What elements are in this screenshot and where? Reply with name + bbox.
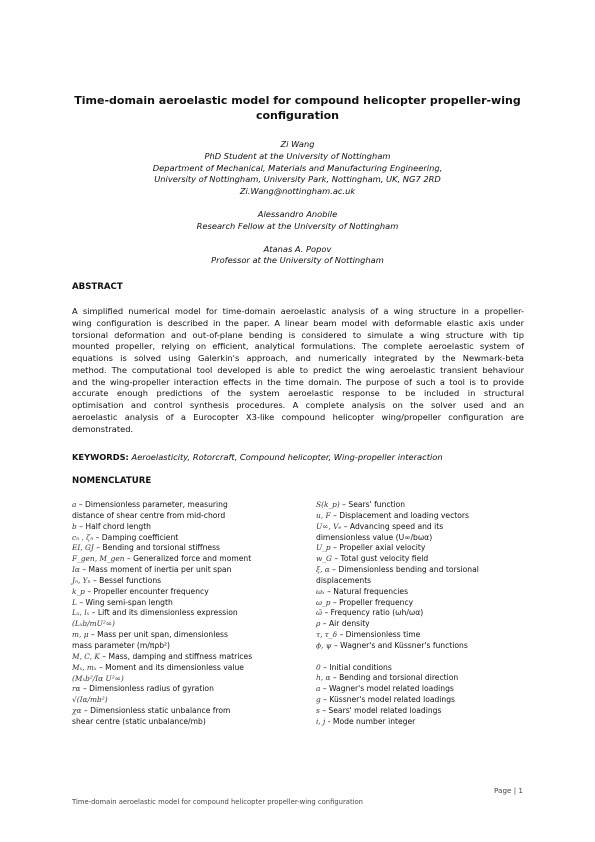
author-block bbox=[60, 139, 535, 267]
nomenclature-symbol: (Mₓb²/Iα U²∞) bbox=[72, 673, 124, 683]
nomenclature-entry bbox=[72, 598, 294, 609]
nomenclature-symbol: s bbox=[316, 705, 320, 715]
nomenclature-description: – Bending and torsional stiffness bbox=[93, 543, 221, 553]
nomenclature-symbol: g bbox=[316, 695, 321, 705]
nomenclature-description: – Damping coefficient bbox=[93, 532, 179, 542]
nomenclature-symbol: ωₓ bbox=[316, 586, 325, 596]
nomenclature-description: – Mass, damping and stiffness matrices bbox=[99, 651, 253, 661]
nomenclature-symbol: U∞, Vₑ bbox=[316, 521, 342, 531]
nomenclature-symbol: ω_p bbox=[316, 597, 331, 607]
nomenclature-symbol: Jₙ, Yₙ bbox=[72, 575, 91, 585]
nomenclature-description: – Displacement and loading vectors bbox=[330, 510, 469, 520]
author-line: Zi.Wang@nottingham.ac.uk bbox=[239, 186, 356, 197]
nomenclature-symbol: 0 bbox=[316, 662, 321, 672]
nomenclature-symbol: Lₓ, lₓ bbox=[72, 608, 90, 618]
nomenclature-entry bbox=[72, 608, 294, 619]
author-line: Research Fellow at the University of Nottingham bbox=[196, 220, 399, 231]
nomenclature-description: displacements bbox=[316, 575, 372, 585]
abstract-line: accurate enough predictions of the system aeroelastic response to be included in structural bbox=[72, 388, 524, 399]
nomenclature-entry bbox=[72, 684, 294, 695]
nomenclature-symbol: F_gen, M_gen bbox=[72, 554, 125, 564]
running-footer: Time-domain aeroelastic model for compound helicopter propeller-wing configuration bbox=[72, 798, 363, 806]
nomenclature-entry bbox=[72, 652, 294, 663]
nomenclature-entry bbox=[316, 695, 531, 706]
nomenclature-description: - Mode number integer bbox=[325, 716, 416, 726]
abstract-line: method. The computational tool developed is able to predict the wing aeroelastic transient behaviour bbox=[72, 364, 524, 375]
nomenclature-symbol: ξ, α bbox=[316, 565, 330, 575]
nomenclature-symbol: rα bbox=[72, 684, 81, 694]
abstract-line: wing configuration is described in the paper. A linear beam model with deformable elastic axis under bbox=[72, 317, 524, 328]
abstract-body bbox=[72, 306, 524, 435]
nomenclature-entry bbox=[72, 674, 294, 685]
nomenclature-description: – Mass per unit span, dimensionless bbox=[88, 630, 228, 640]
nomenclature-entry bbox=[316, 500, 531, 511]
nomenclature-description: – Bending and torsional direction bbox=[330, 673, 459, 683]
abstract-line: mounted propeller, relying on efficient, analytical formulations. The complete aeroelastic system of bbox=[72, 341, 524, 352]
paper-title bbox=[60, 93, 535, 123]
nomenclature-description: – Dimensionless time bbox=[337, 630, 421, 640]
nomenclature-symbol: Mₓ, mₓ bbox=[72, 662, 97, 672]
nomenclature-symbol: h, α bbox=[316, 673, 331, 683]
abstract-line: A simplified numerical model for time-domain aeroelastic analysis of a wing structure in a propeller- bbox=[72, 306, 524, 316]
abstract-line: and the wing-propeller interaction effects in the time domain. The purpose of such a tool is to provide bbox=[72, 376, 524, 387]
nomenclature-entry bbox=[72, 554, 294, 565]
nomenclature-entry bbox=[72, 619, 294, 630]
nomenclature-description: – Lift and its dimensionless expression bbox=[89, 608, 238, 618]
nomenclature-symbol: (Lₓb/mU²∞) bbox=[72, 619, 115, 629]
nomenclature-symbol: Iα bbox=[72, 565, 80, 575]
author-line: Department of Mechanical, Materials and Manufacturing Engineering, bbox=[152, 162, 443, 173]
nomenclature-entry bbox=[72, 695, 294, 706]
author-line: Alessandro Anobile bbox=[257, 208, 338, 219]
abstract-heading: ABSTRACT bbox=[72, 282, 123, 292]
nomenclature-description: shear centre (static unbalance/mb) bbox=[72, 716, 206, 726]
nomenclature-symbol: b bbox=[72, 521, 77, 531]
nomenclature-description: – Wagner's model related loadings bbox=[320, 684, 454, 694]
nomenclature-entry bbox=[316, 663, 531, 674]
title-line-1: Time-domain aeroelastic model for compound helicopter propeller-wing bbox=[74, 94, 521, 107]
nomenclature-entry bbox=[72, 641, 294, 652]
nomenclature-entry bbox=[316, 565, 531, 576]
nomenclature-description: – Dimensionless radius of gyration bbox=[80, 684, 214, 694]
nomenclature-symbol: S(k_p) bbox=[316, 500, 340, 509]
nomenclature-entry bbox=[72, 663, 294, 674]
nomenclature-symbol: cₙ , ζₙ bbox=[72, 532, 94, 542]
nomenclature-entry bbox=[72, 543, 294, 554]
keywords-label: KEYWORDS: bbox=[72, 452, 129, 462]
nomenclature-entry bbox=[316, 598, 531, 609]
nomenclature-description: – Propeller encounter frequency bbox=[84, 586, 209, 596]
abstract-line: aeroelastic analysis of a Eurocopter X3-like compound helicopter wing/propeller configuration are bbox=[72, 411, 524, 422]
author-line: University of Nottingham, University Park, Nottingham, UK, NG7 2RD bbox=[154, 174, 441, 185]
nomenclature-symbol: ϕ, ψ bbox=[316, 640, 332, 650]
nomenclature-description: – Sears' function bbox=[339, 500, 406, 509]
nomenclature-symbol: a bbox=[316, 684, 321, 694]
nomenclature-description: – Dimensionless bending and torsional bbox=[329, 565, 479, 575]
nomenclature-description: mass parameter (m/πρb²) bbox=[72, 640, 171, 650]
nomenclature-symbol: M, C, K bbox=[72, 651, 100, 661]
nomenclature-description: – Frequency ratio (ωh/ωα) bbox=[322, 608, 424, 618]
nomenclature-description: – Natural frequencies bbox=[324, 586, 409, 596]
nomenclature-entry bbox=[316, 706, 531, 717]
abstract-line: optimisation and control synthesis procedures. A complete analysis on the solver used and an bbox=[72, 400, 524, 410]
nomenclature-entry bbox=[316, 652, 531, 663]
keywords-line bbox=[72, 452, 443, 462]
nomenclature-symbol: L bbox=[72, 597, 77, 607]
nomenclature-symbol: U_p bbox=[316, 543, 331, 553]
nomenclature-symbol: k_p bbox=[72, 586, 85, 596]
nomenclature-description: – Wagner's and Küssner's functions bbox=[331, 640, 468, 650]
nomenclature-description: dimensionless value (U∞/bωα) bbox=[316, 532, 433, 542]
author-spacer bbox=[60, 233, 535, 244]
author-line: PhD Student at the University of Nottingham bbox=[204, 150, 391, 161]
nomenclature-symbol: m, μ bbox=[72, 630, 89, 640]
nomenclature-symbol: EI, GJ bbox=[72, 543, 94, 553]
nomenclature-description: – Generalized force and moment bbox=[124, 554, 252, 564]
author-line: Professor at the University of Nottingham bbox=[211, 255, 384, 266]
page-number: Page | 1 bbox=[494, 786, 523, 795]
nomenclature-symbol: ω̄ bbox=[316, 608, 323, 618]
nomenclature-entry bbox=[72, 533, 294, 544]
nomenclature-entry bbox=[72, 576, 294, 587]
nomenclature-description: – Sears' model related loadings bbox=[319, 705, 442, 715]
abstract-line: demonstrated. bbox=[72, 423, 134, 434]
nomenclature-entry bbox=[316, 587, 531, 598]
nomenclature-entry bbox=[316, 717, 531, 728]
nomenclature-entry bbox=[316, 511, 531, 522]
author-line: Zi Wang bbox=[280, 139, 315, 149]
nomenclature-description: – Dimensionless parameter, measuring bbox=[76, 500, 228, 509]
nomenclature-entry bbox=[316, 576, 531, 587]
nomenclature-entry bbox=[316, 608, 531, 619]
nomenclature-symbol: u, F bbox=[316, 510, 331, 520]
nomenclature-description: – Moment and its dimensionless value bbox=[96, 662, 244, 672]
abstract-line: torsional deformation and out-of-plane bending is considered to simulate a wing structure with tip bbox=[72, 329, 524, 340]
nomenclature-description: – Bessel functions bbox=[90, 575, 162, 585]
nomenclature-symbol: τ, τ_δ bbox=[316, 630, 338, 640]
nomenclature-symbol: i, j bbox=[316, 716, 326, 726]
nomenclature-symbol: √(Iα/mb²) bbox=[72, 695, 108, 705]
nomenclature-entry bbox=[316, 554, 531, 565]
nomenclature-entry bbox=[72, 511, 294, 522]
nomenclature-symbol: w_G bbox=[316, 554, 332, 564]
nomenclature-entry bbox=[316, 684, 531, 695]
nomenclature-symbol: ρ bbox=[316, 619, 321, 629]
nomenclature-entry bbox=[72, 500, 294, 511]
abstract-line: equations is solved using Galerkin's approach, and numerically integrated by the Newmark-beta bbox=[72, 353, 524, 363]
keywords-text: Aeroelasticity, Rotorcraft, Compound helicopter, Wing-propeller interaction bbox=[131, 452, 443, 462]
nomenclature-heading: NOMENCLATURE bbox=[72, 476, 152, 486]
nomenclature-entry bbox=[316, 673, 531, 684]
nomenclature-entry bbox=[316, 641, 531, 652]
nomenclature-entry bbox=[72, 717, 294, 728]
nomenclature-symbol: a bbox=[72, 500, 77, 509]
nomenclature-description: – Mass moment of inertia per unit span bbox=[79, 565, 232, 575]
nomenclature-entry bbox=[72, 565, 294, 576]
nomenclature-description: – Total gust velocity field bbox=[331, 554, 429, 564]
nomenclature-entry bbox=[72, 630, 294, 641]
nomenclature-description: – Propeller frequency bbox=[330, 597, 414, 607]
nomenclature-symbol: χα bbox=[72, 706, 82, 716]
nomenclature-description: distance of shear centre from mid-chord bbox=[72, 510, 226, 520]
author-line: Atanas A. Popov bbox=[263, 243, 332, 254]
nomenclature-entry bbox=[72, 706, 294, 717]
nomenclature-left-column bbox=[72, 500, 294, 728]
nomenclature-description: – Wing semi-span length bbox=[76, 597, 173, 607]
nomenclature-description: – Advancing speed and its bbox=[341, 521, 444, 531]
title-line-2: configuration bbox=[255, 109, 340, 122]
nomenclature-entry bbox=[316, 619, 531, 630]
nomenclature-entry bbox=[72, 587, 294, 598]
author-spacer bbox=[60, 198, 535, 209]
nomenclature-entry bbox=[316, 630, 531, 641]
nomenclature-entry bbox=[316, 522, 531, 533]
nomenclature-right-column bbox=[316, 500, 531, 728]
nomenclature-description: – Initial conditions bbox=[320, 662, 392, 672]
nomenclature-description: – Dimensionless static unbalance from bbox=[81, 706, 231, 716]
nomenclature-description: – Air density bbox=[320, 619, 370, 629]
nomenclature-description: – Küssner's model related loadings bbox=[320, 695, 456, 705]
nomenclature-description: – Half chord length bbox=[76, 521, 151, 531]
nomenclature-entry bbox=[72, 522, 294, 533]
nomenclature-entry bbox=[316, 533, 531, 544]
nomenclature-description: – Propeller axial velocity bbox=[330, 543, 426, 553]
nomenclature-entry bbox=[316, 543, 531, 554]
